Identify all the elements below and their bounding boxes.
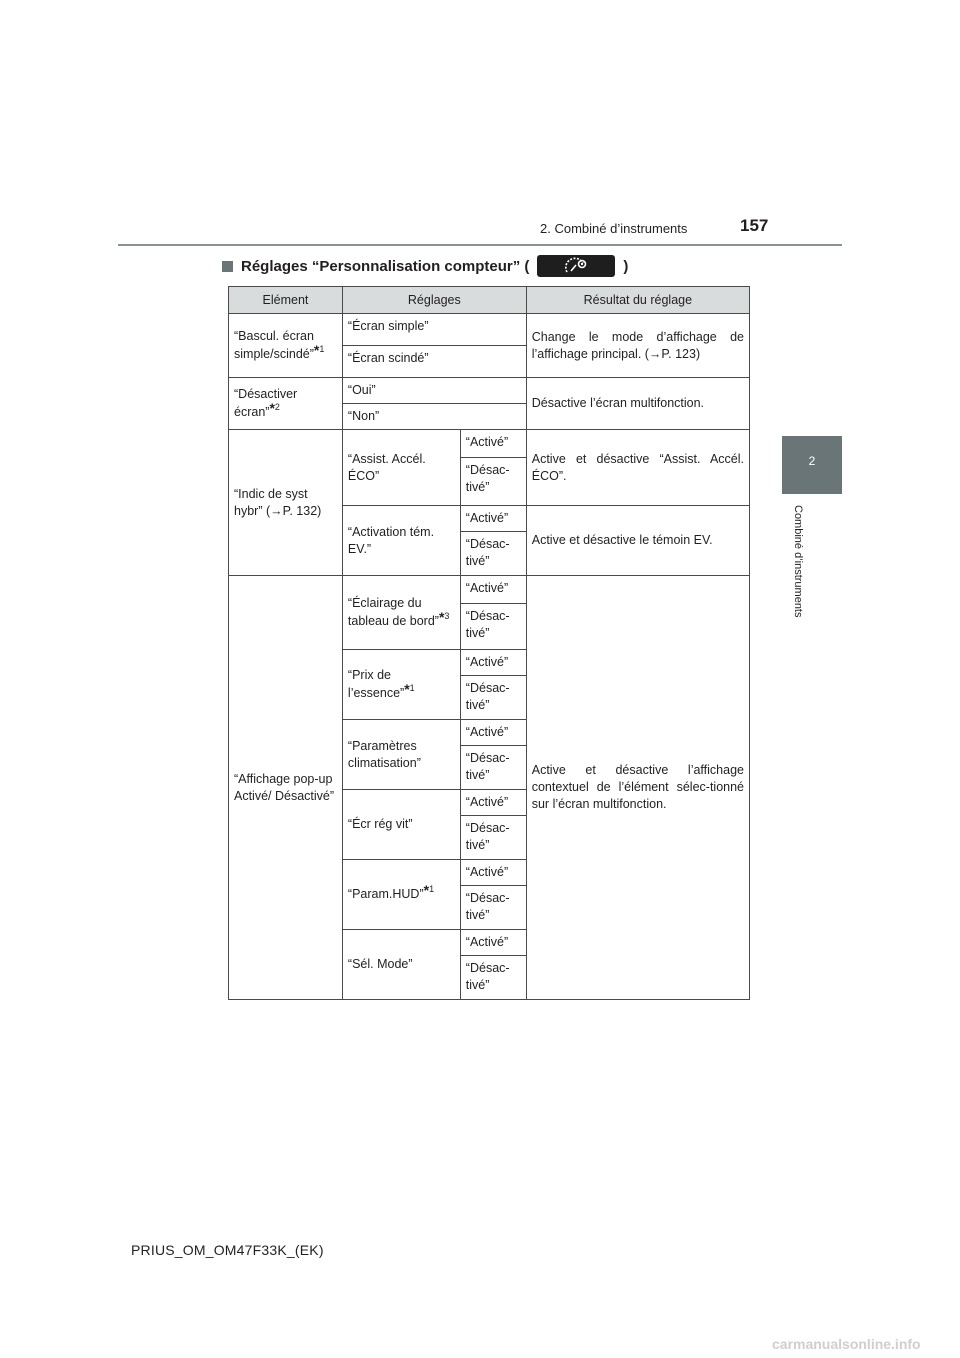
table-header-row [229,287,750,314]
result-cell: Change le mode d’affichage de l’affichage principal. (→P. 123) [526,314,749,378]
settings-table [228,286,750,1000]
section-title [222,254,628,278]
value-cell: “Activé” [460,930,526,956]
chapter-number: 2 [808,454,816,468]
setting-cell: “Activation tém. EV.” [342,506,460,576]
table-row [229,314,750,346]
setting-cell: “Écran scindé” [342,346,526,378]
setting-cell: “Paramètres climatisation” [342,720,460,790]
chapter-label: Combiné d’instruments [792,505,804,618]
setting-cell: “Non” [342,404,526,430]
value-cell: “Désac-tivé” [460,532,526,576]
value-cell: “Activé” [460,506,526,532]
value-cell: “Désac-tivé” [460,676,526,720]
result-cell: Désactive l’écran multifonction. [526,378,749,430]
col-header-element: Elément [229,287,343,314]
square-bullet-icon [222,261,233,272]
header-section: 2. Combiné d’instruments [540,221,688,236]
value-cell: “Activé” [460,860,526,886]
chapter-tab [782,436,842,494]
table-row [229,378,750,404]
setting-cell: “Éclairage du tableau de bord”*$^3$ [342,576,460,650]
value-cell: “Désac-tivé” [460,886,526,930]
setting-cell: “Assist. Accél. ÉCO” [342,430,460,506]
setting-cell: “Param.HUD”*$^1$ [342,860,460,930]
value-cell: “Désac-tivé” [460,816,526,860]
result-cell: Active et désactive “Assist. Accél. ÉCO”. [526,430,749,506]
page-number: 157 [740,216,769,235]
element-cell: “Indic de syst hybr” (→P. 132) [229,430,343,576]
table-row [229,576,750,604]
value-cell: “Activé” [460,430,526,458]
section-title-close: ) [623,257,629,275]
element-cell: “Affichage pop-up Activé/ Désactivé” [229,576,343,1000]
value-cell: “Activé” [460,650,526,676]
setting-cell: “Oui” [342,378,526,404]
footer-code: PRIUS_OM_OM47F33K_(EK) [131,1242,324,1258]
result-cell: Active et désactive le témoin EV. [526,506,749,576]
value-cell: “Désac-tivé” [460,458,526,506]
value-cell: “Désac-tivé” [460,956,526,1000]
value-cell: “Activé” [460,790,526,816]
col-header-result: Résultat du réglage [526,287,749,314]
col-header-settings: Réglages [342,287,526,314]
result-cell: Active et désactive l’affichage contextuel de l’élément sélec-tionné sur l’écran multifonction. [526,576,749,1000]
setting-cell: “Sél. Mode” [342,930,460,1000]
table-row [229,430,750,458]
header-rule [118,244,842,246]
value-cell: “Désac-tivé” [460,746,526,790]
setting-cell: “Écr rég vit” [342,790,460,860]
gauge-settings-icon [537,255,615,277]
setting-cell: “Écran simple” [342,314,526,346]
element-cell: “Bascul. écran simple/scindé”*$^1$ [229,314,343,378]
section-title-text: Réglages “Personnalisation compteur” ( [241,257,530,275]
value-cell: “Activé” [460,720,526,746]
element-cell: “Désactiver écran”*$^2$ [229,378,343,430]
value-cell: “Désac-tivé” [460,604,526,650]
watermark: carmanualsonline.info [772,1336,921,1352]
setting-cell: “Prix de l’essence”*$^1$ [342,650,460,720]
value-cell: “Activé” [460,576,526,604]
